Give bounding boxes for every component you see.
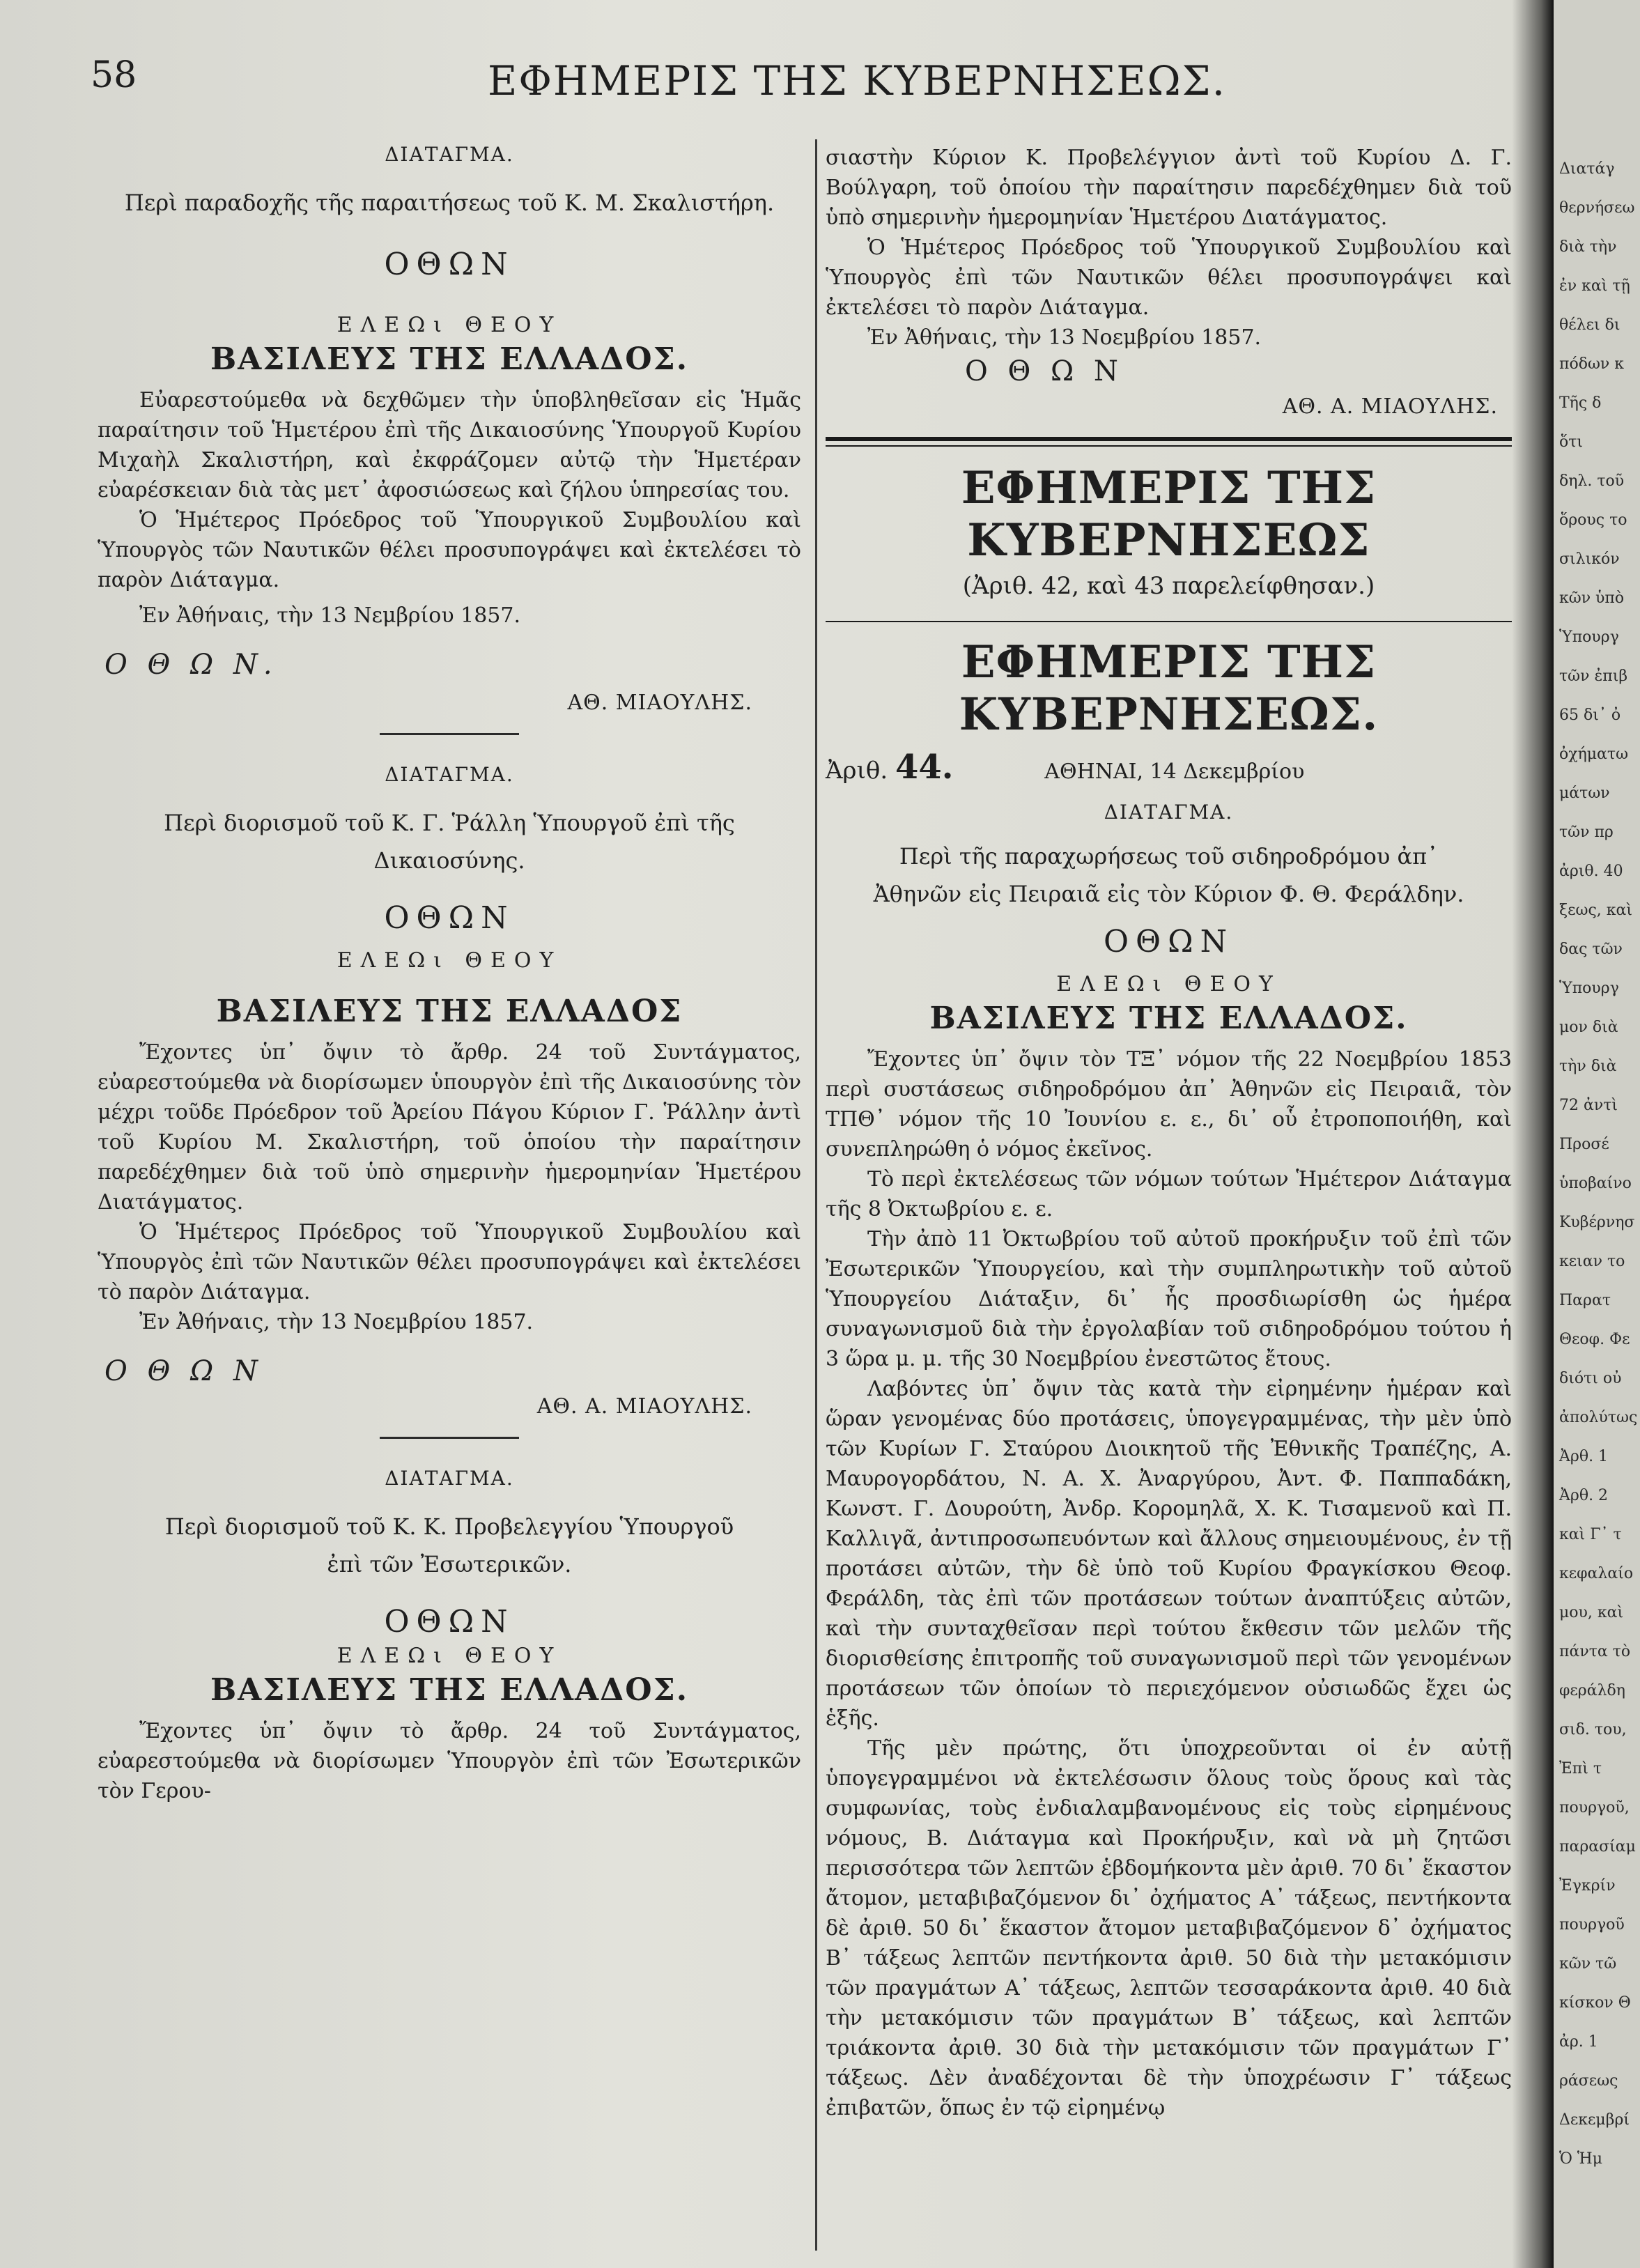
adjacent-page-fragment: σιδ. του, [1559,1721,1627,1738]
adjacent-page-fragment: πάντα τὸ [1559,1643,1631,1660]
minister-signature: ΑΘ. Α. ΜΙΑΟΥΛΗΣ. [536,1394,752,1419]
adjacent-page-fragment: πουργοῦ, [1559,1799,1630,1816]
decree-heading: ΔΙΑΤΑΓΜΑ. [385,143,514,166]
minister-signature: ΑΘ. Α. ΜΙΑΟΥΛΗΣ. [1282,394,1498,419]
decree-continuation [826,143,1512,419]
adjacent-page-fragment: Προσέ [1559,1136,1609,1153]
gazette-title: ΕΦΗΜΕΡΙΣ ΤΗΣ ΚΥΒΕΡΝΗΣΕΩΣ. [959,636,1379,741]
adjacent-page-fragment: Ἐγκρίν [1559,1877,1616,1895]
king-name: ΟΘΩΝ [384,1604,515,1640]
adjacent-page-fragment: θερνήσεω [1559,199,1635,217]
decree-heading: ΔΙΑΤΑΓΜΑ. [385,1467,514,1490]
adjacent-page-fragment: παρασίαμ [1559,1838,1636,1856]
adjacent-page-fragment: μον διὰ [1559,1019,1618,1036]
omitted-issues-note: (Ἀριθ. 42, καὶ 43 παρελείφθησαν.) [962,572,1375,600]
adjacent-page-fragment: Ἀρθ. 1 [1559,1448,1609,1465]
king-name: ΟΘΩΝ [384,900,515,936]
adjacent-page-fragment: ἀπολύτως [1559,1409,1638,1426]
adjacent-page-fragment: κῶν τῶ [1559,1955,1617,1973]
decree-rallis-appointment [98,763,801,1439]
decree-paragraph: Ἔχοντες ὑπ᾽ ὄψιν τὸν ΤΞ᾽ νόμον τῆς 22 Νοεμβρίου 1853 περὶ συστάσεως σιδηροδρόμου ἀπ᾽ Ἀθηνῶν εἰς Πειραιᾶ, τὸν ΤΠΘ᾽ νόμον τῆς 10 Ἰουνίου ε. ε., δι᾽ οὗ ἐτροποποιήθη, καὶ συνεπληρώθη ὁ νόμος ἐκεῖνος. [826,1047,1512,1162]
adjacent-page-fragment: τὴν διὰ [1559,1058,1617,1075]
adjacent-page-fragment: δηλ. τοῦ [1559,472,1625,490]
adjacent-page-fragment: διότι οὐ [1559,1370,1622,1387]
decree-paragraph: Ὁ Ἡμέτερος Πρόεδρος τοῦ Ὑπουργικοῦ Συμβουλίου καὶ Ὑπουργὸς ἐπὶ τῶν Ναυτικῶν θέλει προσυπογράψει καὶ ἐκτελέσει τὸ παρὸν Διάταγμα. [826,236,1512,320]
issue-line [826,748,1512,787]
adjacent-page-fragment: κειαν το [1559,1253,1625,1270]
adjacent-page-fragment: σιλικόν [1559,550,1620,568]
decree-paragraph: Τὴν ἀπὸ 11 Ὀκτωβρίου τοῦ αὐτοῦ προκήρυξιν τοῦ ἐπὶ τῶν Ἐσωτερικῶν Ὑπουργείου, καὶ τὴν συμπληρωτικὴν τοῦ αὐτοῦ Ὑπουργείου Διάταξιν, δι᾽ ἧς προσδιωρίσθη ὡς ἡμέρα συναγωνισμοῦ διὰ τὴν ἐργολαβίαν τοῦ σιδηροδρόμου τούτου ἡ 3 ὥρα μ. μ. τῆς 30 Νοεμβρίου ἐνεστῶτος ἔτους. [826,1227,1512,1371]
decree-date: Ἐν Ἀθήναις, τὴν 13 Νεμβρίου 1857. [139,603,521,628]
decree-date: Ἐν Ἀθήναις, τὴν 13 Νοεμβρίου 1857. [139,1310,534,1334]
adjacent-page-fragment: Τῆς δ [1559,394,1602,412]
decree-heading: ΔΙΑΤΑΓΜΑ. [385,763,514,786]
decree-paragraph: Εὐαρεστούμεθα νὰ δεχθῶμεν τὴν ὑποβληθεῖσαν εἰς Ἡμᾶς παραίτησιν τοῦ Ἡμετέρου ἐπὶ τῆς Δικαιοσύνης Ὑπουργοῦ Κυρίου Μιχαὴλ Σκαλιστήρη, καὶ ἐκφράζομεν αὐτῷ τὴν Ἡμετέραν εὐαρέσκειαν διὰ τὰς μετ᾽ ἀφοσιώσεως καὶ ζήλου ὑπηρεσίας του. [98,388,801,502]
adjacent-page-fragment: Παρατ [1559,1292,1611,1309]
decree-subject: Περὶ διορισμοῦ τοῦ Κ. Κ. Προβελεγγίου Ὑπουργοῦ ἐπὶ τῶν Ἐσωτερικῶν. [164,1513,734,1577]
adjacent-page-fragment: μάτων [1559,785,1610,802]
adjacent-page-fragment: Δεκεμβρί [1559,2111,1630,2129]
double-rule-top [826,437,1512,441]
decree-railway-concession [826,801,1512,2123]
decree-subject: Περὶ τῆς παραχωρήσεως τοῦ σιδηροδρόμου ἀπ᾽ Ἀθηνῶν εἰς Πειραιᾶ εἰς τὸν Κύριον Φ. Θ. Φεράλδην. [873,843,1464,907]
king-signature: Ο Θ Ω Ν [105,1355,263,1387]
separator-rule [380,1437,519,1439]
decree-subject: Περὶ παραδοχῆς τῆς παραιτήσεως τοῦ Κ. Μ. Σκαλιστήρη. [124,190,775,216]
page-number: 58 [91,54,137,96]
adjacent-page-fragment: πουργοῦ [1559,1916,1625,1934]
adjacent-page-fragment: Ὑπουργ [1559,628,1619,646]
decree-date: Ἐν Ἀθήναις, τὴν 13 Νοεμβρίου 1857. [867,325,1262,350]
king-title: ΒΑΣΙΛΕΥΣ ΤΗΣ ΕΛΛΑΔΟΣ [216,994,683,1029]
adjacent-page-fragment: 72 ἀντὶ [1559,1097,1618,1114]
king-title: ΒΑΣΙΛΕΥΣ ΤΗΣ ΕΛΛΑΔΟΣ. [929,1001,1408,1036]
right-column [826,143,1512,2123]
decree-paragraph: Ἔχοντες ὑπ᾽ ὄψιν τὸ ἄρθρ. 24 τοῦ Συντάγματος, εὐαρεστούμεθα νὰ διορίσωμεν Ὑπουργὸν ἐπὶ τῶν Ἐσωτερικῶν τὸν Γερου- [98,1719,801,1803]
decree-subject: Περὶ διορισμοῦ τοῦ Κ. Γ. Ῥάλλη Ὑπουργοῦ ἐπὶ τῆς Δικαιοσύνης. [164,810,735,874]
by-grace-of-god: ΕΛΕΩι ΘΕΟΥ [336,313,562,337]
king-name: ΟΘΩΝ [1103,924,1235,959]
separator-rule [826,621,1512,622]
adjacent-page-margin [1554,0,1640,2268]
gazette-title: ΕΦΗΜΕΡΙΣ ΤΗΣ ΚΥΒΕΡΝΗΣΕΩΣ [961,462,1377,566]
adjacent-page-fragment: καὶ Γ᾽ τ [1559,1526,1622,1543]
decree-paragraph: Ἔχοντες ὑπ᾽ ὄψιν τὸ ἄρθρ. 24 τοῦ Συντάγματος, εὐαρεστούμεθα νὰ διορίσωμεν ὑπουργὸν ἐπὶ τῆς Δικαιοσύνης τὸν μέχρι τοῦδε Πρόεδρον τοῦ Ἀρείου Πάγου Κύριον Γ. Ῥάλλην ἀντὶ τοῦ Κυρίου Μ. Σκαλιστήρη, τοῦ ὁποίου τὴν παραίτησιν παρεδέχθημεν διὰ τοῦ ὑπὸ σημερινὴν ἡμερομηνίαν Ἡμετέρου Διατάγματος. [98,1040,801,1214]
adjacent-page-fragment: Ἀρθ. 2 [1559,1487,1609,1504]
king-title: ΒΑΣΙΛΕΥΣ ΤΗΣ ΕΛΛΑΔΟΣ. [210,341,689,377]
adjacent-page-fragment: Ὁ Ἡμ [1559,2150,1603,2168]
decree-paragraph: σιαστὴν Κύριον Κ. Προβελέγγιον ἀντὶ τοῦ Κυρίου Δ. Γ. Βούλγαρη, τοῦ ὁποίου τὴν παραίτησιν παρεδέχθημεν διὰ τοῦ ὑπὸ σημερινὴν ἡμερομηνίαν Ἡμετέρου Διατάγματος. [826,146,1512,230]
adjacent-page-fragment: κίσκον Θ [1559,1994,1631,2012]
decree-heading: ΔΙΑΤΑΓΜΑ. [1104,801,1234,824]
adjacent-page-fragment: Κυβέρνησ [1559,1214,1635,1231]
adjacent-page-fragment: ὀχήματω [1559,746,1629,763]
running-title: ΕΦΗΜΕΡΙΣ ΤΗΣ ΚΥΒΕΡΝΗΣΕΩΣ. [488,57,1227,105]
adjacent-page-fragment: μου, καὶ [1559,1604,1624,1621]
adjacent-page-fragment: τῶν ἐπιβ [1559,668,1628,685]
adjacent-page-fragment: Ὑπουργ [1559,980,1619,997]
by-grace-of-god: ΕΛΕΩι ΘΕΟΥ [336,1644,562,1668]
adjacent-page-fragment: θέλει δι [1559,316,1620,334]
adjacent-page-fragment: Διατάγ [1559,160,1615,178]
adjacent-page-fragment: τῶν πρ [1559,824,1614,841]
adjacent-page-fragment: ἀρ. 1 [1559,2033,1598,2051]
adjacent-page-fragment: κεφαλαίο [1559,1565,1634,1582]
issue-place-date: ΑΘΗΝΑΙ, 14 Δεκεμβρίου [1044,759,1305,784]
adjacent-page-fragment: ὑποβαίνο [1559,1175,1632,1192]
decree-paragraph: Λαβόντες ὑπ᾽ ὄψιν τὰς κατὰ τὴν εἰρημένην ἡμέραν καὶ ὥραν γενομένας δύο προτάσεις, ὑπογεγραμμένας, τὴν μὲν ὑπὸ τῶν Κυρίων Γ. Σταύρου Διοικητοῦ τῆς Ἐθνικῆς Τραπέζης, Α. Μαυρογορδάτου, Ν. Α. Χ. Ἀναργύρου, Ἀντ. Φ. Παππαδάκη, Κωνστ. Γ. Δουρούτη, Ἀνδρ. Κορομηλᾶ, Χ. Κ. Τισαμενοῦ καὶ Π. Καλλιγᾶ, ἀντιπροσωπευόντων καὶ ἄλλους σημειουμένους, ἐν τῇ προτάσει αὐτῶν, τὴν δὲ ὑπὸ τοῦ Κυρίου Φραγκίσκου Θεοφ. Φεράλδη, τὰς ἐπὶ τῶν προτάσεων τούτων ἀναπτύξεις αὐτῶν, καὶ τὴν συνταχθεῖσαν περὶ τούτου ἔκθεσιν τῶν μελῶν τῆς διορισθείσης ἐπιτροπῆς τοῦ συναγωνισμοῦ περὶ τῶν γενομένων προτάσεων τῶν ὁποίων τὸ περιεχόμενον οὐσιωδῶς ἔχει ὡς ἑξῆς. [826,1377,1512,1731]
separator-rule [380,733,519,735]
adjacent-page-fragment: φεράλδη [1559,1682,1625,1699]
by-grace-of-god: ΕΛΕΩι ΘΕΟΥ [336,948,562,973]
king-signature: Ο Θ Ω Ν. [105,649,278,681]
decree-provelengios-appointment [98,1467,801,1806]
adjacent-page-fragment: διὰ τὴν [1559,238,1617,256]
decree-paragraph: Ὁ Ἡμέτερος Πρόεδρος τοῦ Ὑπουργικοῦ Συμβουλίου καὶ Ὑπουργὸς τῶν Ναυτικῶν θέλει προσυπογράψει καὶ ἐκτελέσει τὸ παρὸν Διάταγμα. [98,508,801,592]
adjacent-page-fragment: ἐν καὶ τῇ [1559,277,1630,295]
adjacent-page-fragment: ἀριθ. 40 [1559,863,1623,880]
adjacent-page-fragment: Θεοφ. Φε [1559,1331,1630,1348]
king-signature: Ο Θ Ω Ν [965,355,1124,387]
gazette-masthead-issue-44 [826,636,1512,787]
adjacent-page-fragment: ράσεως [1559,2072,1618,2090]
adjacent-page-fragment: δας τῶν [1559,941,1623,958]
book-binding-shadow [1512,0,1554,2268]
king-name: ΟΘΩΝ [384,247,515,282]
issue-label: Ἀριθ. [826,757,888,785]
adjacent-page-fragment: ὅτι [1559,433,1584,451]
by-grace-of-god: ΕΛΕΩι ΘΕΟΥ [1056,972,1281,996]
adjacent-page-fragment: πόδων κ [1559,355,1625,373]
king-title: ΒΑΣΙΛΕΥΣ ΤΗΣ ΕΛΛΑΔΟΣ. [210,1672,689,1708]
decree-skalistiri-resignation [98,143,801,735]
double-rule-bottom [826,445,1512,447]
decree-paragraph: Ὁ Ἡμέτερος Πρόεδρος τοῦ Ὑπουργικοῦ Συμβουλίου καὶ Ὑπουργὸς ἐπὶ τῶν Ναυτικῶν θέλει προσυπογράψει καὶ ἐκτελέσει τὸ παρὸν Διάταγμα. [98,1220,801,1304]
adjacent-page-fragment: Ἐπὶ τ [1559,1760,1602,1777]
decree-paragraph: Τῆς μὲν πρώτης, ὅτι ὑποχρεοῦνται οἱ ἐν αὐτῇ ὑπογεγραμμένοι νὰ ἐκτελέσωσιν ὅλους τοὺς ὅρους καὶ τὰς συμφωνίας, τοὺς ἐνδιαλαμβανομένους εἰς τοὺς εἰρημένους νόμους, Β. Διάταγμα καὶ Προκήρυξιν, καὶ νὰ μὴ ζητῶσι περισσότερα τῶν λεπτῶν ἑβδομήκοντα μὲν ἀριθ. 70 δι᾽ ἕκαστον ἄτομον, μεταβιβαζόμενον δι᾽ ὀχήματος Α᾽ τάξεως, πεντήκοντα δὲ ἀριθ. 50 δι᾽ ἕκαστον ἄτομον μεταβιβαζόμενον δ᾽ ὀχήματος Β᾽ τάξεως λεπτῶν πεντήκοντα ἀριθ. 50 διὰ τὴν μετακόμισιν τῶν πραγμάτων Α᾽ τάξεως, λεπτῶν τεσσαράκοντα ἀριθ. 40 διὰ τὴν μετακόμισιν τῶν πραγμάτων Β᾽ τάξεως, καὶ λεπτῶν τριάκοντα ἀριθ. 30 διὰ τὴν μετακόμισιν τῶν πραγμάτων Γ᾽ τάξεως. Δὲν ἀναδέχονται δὲ τὴν ὑποχρέωσιν Γ᾽ τάξεως ἐπιβατῶν, ὅπως ἐν τῷ εἰρημένῳ [826,1736,1512,2120]
decree-paragraph: Τὸ περὶ ἐκτελέσεως τῶν νόμων τούτων Ἡμέτερον Διάταγμα τῆς 8 Ὀκτωβρίου ε. ε. [826,1167,1512,1221]
gazette-masthead-omitted [826,462,1512,600]
adjacent-page-fragment: 65 δι᾽ ὀ [1559,707,1621,724]
minister-signature: ΑΘ. ΜΙΑΟΥΛΗΣ. [567,691,752,715]
adjacent-page-fragment: ξεως, καὶ [1559,902,1632,919]
adjacent-page-fragment: κῶν ὑπὸ [1559,589,1625,607]
issue-number: 44. [895,748,954,787]
left-column [98,143,801,1806]
column-rule [815,139,817,2251]
adjacent-page-fragment: ὅρους το [1559,511,1627,529]
